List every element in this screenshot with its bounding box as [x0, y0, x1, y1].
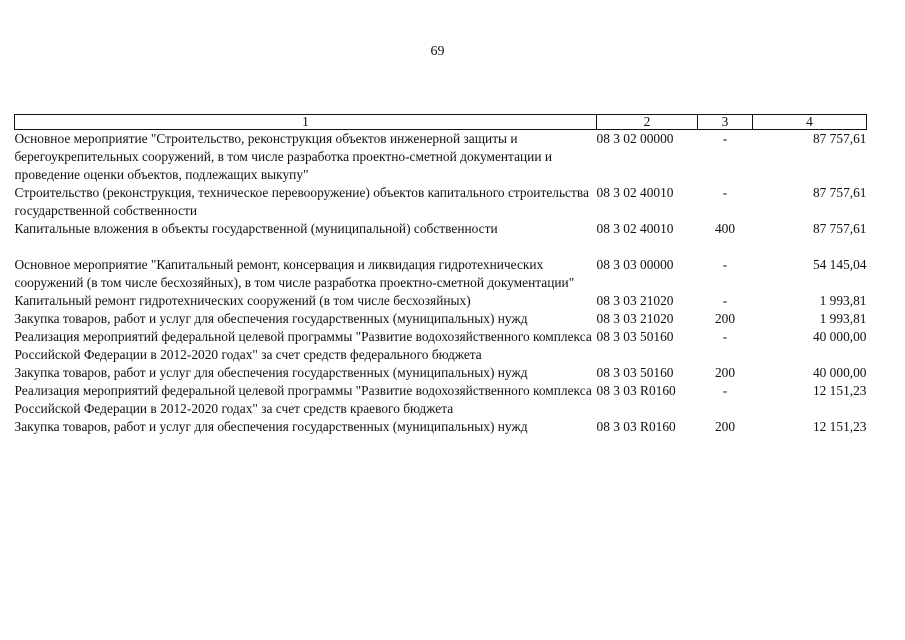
row-type: 200: [714, 311, 736, 326]
row-code: 08 3 02 00000: [596, 131, 674, 146]
budget-table: [14, 114, 867, 436]
row-name: Реализация мероприятий федеральной целевой программы "Развитие водохозяйственного комплекса Российской Федерации в 2012-2020 годах" за счет средств краевого бюджета: [14, 383, 592, 416]
table-row: [15, 184, 867, 220]
row-type: -: [722, 383, 728, 398]
header-col-3: 3: [698, 115, 753, 130]
table-row: [15, 328, 867, 364]
row-amount: 40 000,00: [812, 329, 867, 344]
row-code: 08 3 03 21020: [596, 311, 674, 326]
row-name: Закупка товаров, работ и услуг для обеспечения государственных (муниципальных) нужд: [14, 419, 528, 434]
table-row: [15, 382, 867, 418]
table-row: [15, 292, 867, 310]
table-row: [15, 256, 867, 292]
row-code: 08 3 03 21020: [596, 293, 674, 308]
row-name: Закупка товаров, работ и услуг для обеспечения государственных (муниципальных) нужд: [14, 365, 528, 380]
header-row: [15, 115, 867, 130]
table-row: [15, 364, 867, 382]
table-row: [15, 130, 867, 185]
row-type: -: [722, 185, 728, 200]
row-name: Закупка товаров, работ и услуг для обеспечения государственных (муниципальных) нужд: [14, 311, 528, 326]
row-code: 08 3 03 00000: [596, 257, 674, 272]
table-row: [15, 418, 867, 436]
row-type: -: [722, 293, 728, 308]
row-amount: 1 993,81: [819, 311, 867, 326]
table-row: [15, 220, 867, 238]
row-code: 08 3 03 50160: [596, 365, 674, 380]
header-col-2: 2: [597, 115, 698, 130]
row-amount: 12 151,23: [812, 419, 867, 434]
row-code: 08 3 03 R0160: [596, 419, 676, 434]
row-name: Реализация мероприятий федеральной целевой программы "Развитие водохозяйственного комплекса Российской Федерации в 2012-2020 годах" за счет средств федерального бюджета: [14, 329, 592, 362]
header-col-4: 4: [753, 115, 867, 130]
row-type: 200: [714, 419, 736, 434]
row-code: 08 3 02 40010: [596, 185, 674, 200]
row-type: 200: [714, 365, 736, 380]
row-type: -: [722, 329, 728, 344]
row-code: 08 3 03 R0160: [596, 383, 676, 398]
row-type: -: [722, 131, 728, 146]
table-header: [15, 115, 867, 130]
spacer-row: [15, 238, 867, 256]
row-type: -: [722, 257, 728, 272]
row-amount: 87 757,61: [812, 221, 867, 236]
table-body: [15, 130, 867, 437]
row-amount: 12 151,23: [812, 383, 867, 398]
spacer-cell: [15, 238, 867, 256]
row-name: Капитальный ремонт гидротехнических сооружений (в том числе бесхозяйных): [14, 293, 471, 308]
row-amount: 40 000,00: [812, 365, 867, 380]
row-amount: 54 145,04: [812, 257, 867, 272]
row-code: 08 3 02 40010: [596, 221, 674, 236]
header-col-1: 1: [15, 115, 597, 130]
row-name: Основное мероприятие "Строительство, реконструкция объектов инженерной защиты и берегоукрепительных сооружений, в том числе разработка проектно-сметной документации и проведение оценки объектов, подлежащих выкупу": [14, 131, 553, 182]
row-amount: 87 757,61: [812, 131, 867, 146]
row-name: Капитальные вложения в объекты государственной (муниципальной) собственности: [14, 221, 498, 236]
row-code: 08 3 03 50160: [596, 329, 674, 344]
table-row: [15, 310, 867, 328]
row-name: Основное мероприятие "Капитальный ремонт, консервация и ликвидация гидротехнических сооружений (в том числе бесхозяйных), в том числе разработка проектно-сметной документации": [14, 257, 575, 290]
page-number: 69: [430, 44, 445, 59]
row-amount: 87 757,61: [812, 185, 867, 200]
row-name: Строительство (реконструкция, техническое перевооружение) объектов капитального строительства государственной собственности: [14, 185, 589, 218]
row-type: 400: [714, 221, 736, 236]
row-amount: 1 993,81: [819, 293, 867, 308]
